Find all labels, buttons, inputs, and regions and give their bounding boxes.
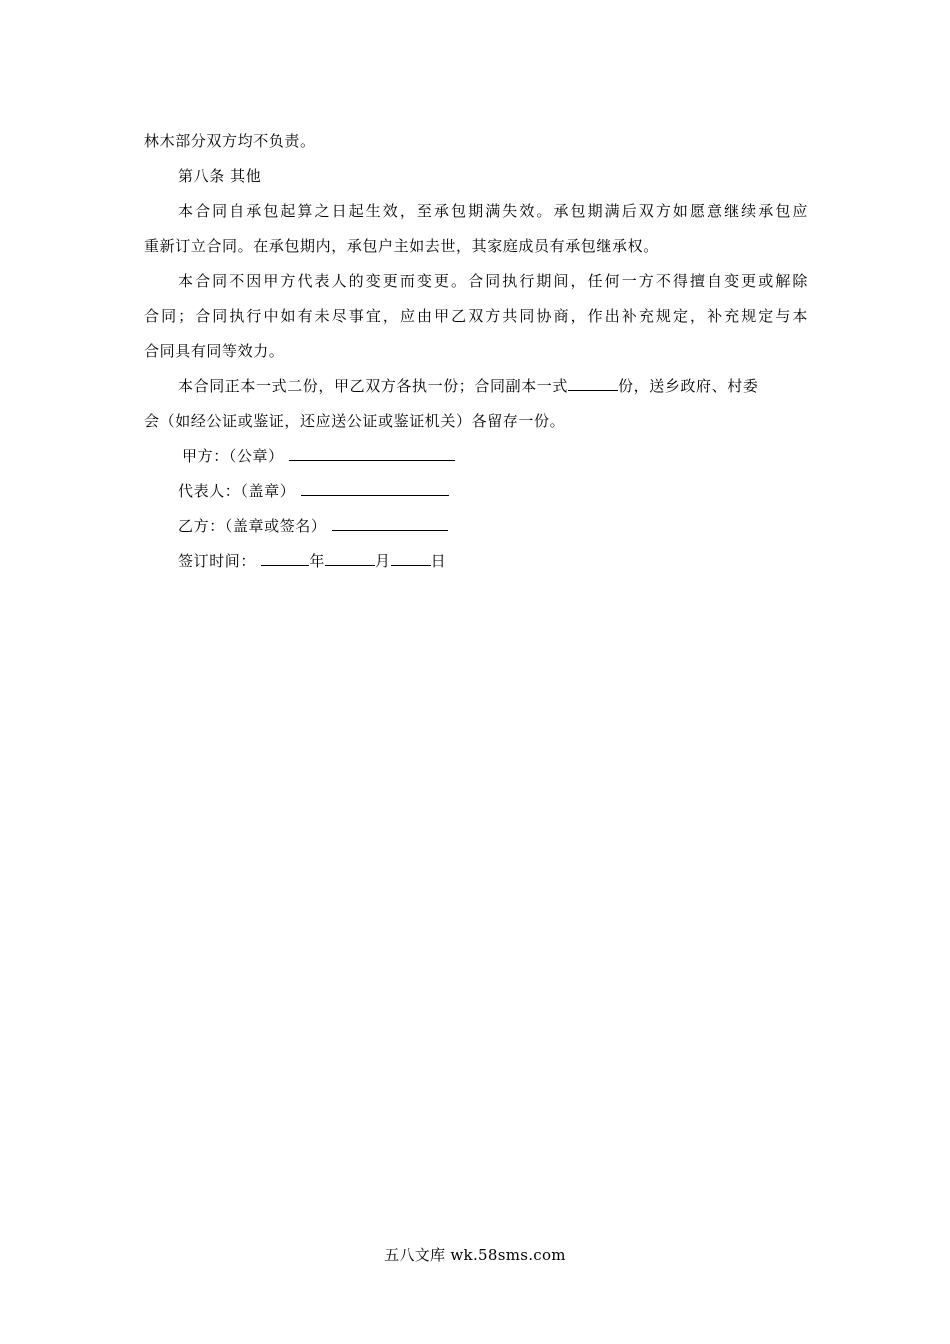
text-line: 会（如经公证或鉴证，还应送公证或鉴证机关）各留存一份。 bbox=[144, 412, 566, 430]
day-blank bbox=[391, 550, 431, 566]
representative-blank bbox=[301, 480, 449, 496]
text-line: 本合同不因甲方代表人的变更而变更。合同执行期间，任何一方不得擅自变更或解除 bbox=[178, 272, 808, 290]
signature-date bbox=[144, 544, 808, 579]
signature-party-a bbox=[144, 439, 808, 474]
page-footer: 五八文库 wk.58sms.com bbox=[384, 1246, 566, 1264]
party-a-label: 甲方：（公章） bbox=[182, 447, 284, 465]
text-line: 本合同自承包起算之日起生效，至承包期满失效。承包期满后双方如愿意继续承包应 bbox=[178, 202, 808, 220]
text-line-copies bbox=[144, 369, 808, 404]
document-body bbox=[144, 124, 808, 579]
party-b-blank bbox=[332, 515, 448, 531]
text-line: 林木部分双方均不负责。 bbox=[144, 132, 316, 150]
month-label: 月 bbox=[375, 552, 391, 570]
date-label: 签订时间： bbox=[178, 552, 257, 570]
party-a-blank bbox=[289, 445, 455, 461]
month-blank bbox=[325, 550, 375, 566]
signature-party-b bbox=[144, 509, 808, 544]
year-blank bbox=[261, 550, 309, 566]
text-line: 重新订立合同。在承包期内，承包户主如去世，其家庭成员有承包继承权。 bbox=[144, 237, 659, 255]
text-line: 合同；合同执行中如有未尽事宜，应由甲乙双方共同协商，作出补充规定，补充规定与本 bbox=[144, 307, 808, 325]
copies-text-after: 份，送乡政府、村委 bbox=[618, 377, 759, 395]
copies-text-before: 本合同正本一式二份，甲乙双方各执一份；合同副本一式 bbox=[178, 377, 569, 395]
year-label: 年 bbox=[309, 552, 325, 570]
party-b-label: 乙方：（盖章或签名） bbox=[178, 517, 327, 535]
representative-label: 代表人：（盖章） bbox=[178, 482, 296, 500]
text-line: 合同具有同等效力。 bbox=[144, 342, 285, 360]
signature-representative bbox=[144, 474, 808, 509]
section-heading: 第八条 其他 bbox=[178, 167, 262, 185]
day-label: 日 bbox=[430, 552, 447, 570]
copies-blank bbox=[568, 375, 618, 391]
